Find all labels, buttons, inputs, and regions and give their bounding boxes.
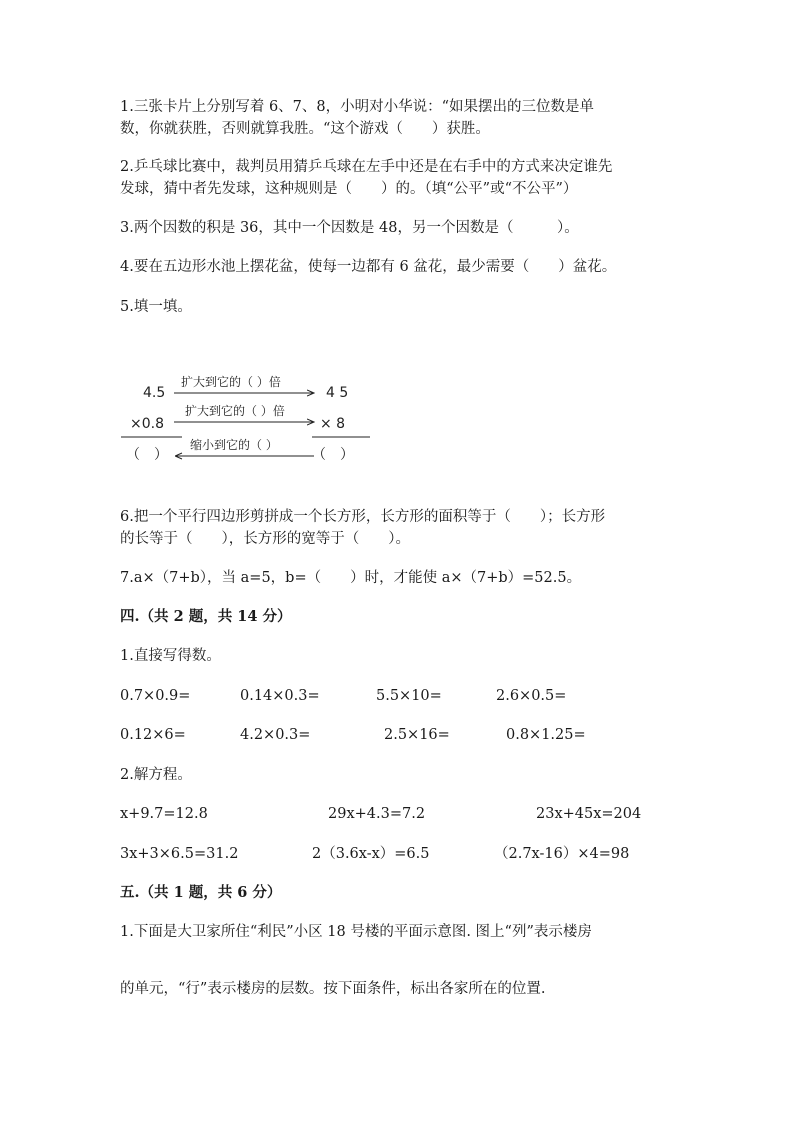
calc-row-1-item-3: 5.5×10= xyxy=(376,688,442,704)
section-5-heading: 五.（共 1 题，共 6 分） xyxy=(120,884,282,901)
q5-right-top: 4 5 xyxy=(326,385,349,401)
calc-row-1-item-4: 2.6×0.5= xyxy=(496,688,567,704)
q5-left-mid: ×0.8 xyxy=(130,416,164,432)
q5-multiplication-diagram xyxy=(0,360,794,470)
calc-row-2-item-1: 0.12×6= xyxy=(120,727,186,743)
q1-line-2: 数，你就获胜，否则就算我胜。“这个游戏（ ）获胜。 xyxy=(120,121,490,137)
equation-row-1-item-3: 23x+45x=204 xyxy=(536,806,642,822)
q5-left-top: 4.5 xyxy=(143,385,166,401)
q5-title: 5.填一填。 xyxy=(120,299,192,315)
section-5-line-2: 的单元，“行”表示楼房的层数。按下面条件，标出各家所在的位置. xyxy=(120,981,546,997)
calc-row-1-item-2: 0.14×0.3= xyxy=(240,688,320,704)
section-4-sub-2-title: 2.解方程。 xyxy=(120,767,192,783)
q7-text: 7.a×（7+b），当 a=5，b=（ ）时，才能使 a×（7+b）=52.5。 xyxy=(120,570,582,586)
equation-row-2-item-2: 2（3.6x-x）=6.5 xyxy=(312,846,430,862)
q6-line-2: 的长等于（ ），长方形的宽等于（ ）。 xyxy=(120,531,410,547)
section-4-heading: 四.（共 2 题，共 14 分） xyxy=(120,608,292,625)
q2-line-2: 发球，猜中者先发球，这种规则是（ ）的。（填“公平”或“不公平”） xyxy=(120,181,578,197)
calc-row-2-item-3: 2.5×16= xyxy=(384,727,450,743)
calc-row-1-item-1: 0.7×0.9= xyxy=(120,688,191,704)
q5-right-bottom: （ ） xyxy=(312,447,354,463)
q6-line-1: 6.把一个平行四边形剪拼成一个长方形，长方形的面积等于（ ）；长方形 xyxy=(120,509,606,525)
q5-arrow-1-label: 扩大到它的（ ）倍 xyxy=(181,375,281,389)
calc-row-2-item-2: 4.2×0.3= xyxy=(240,727,311,743)
q4-text: 4.要在五边形水池上摆花盆，使每一边都有 6 盆花，最少需要（ ）盆花。 xyxy=(120,259,617,275)
equation-row-1-item-1: x+9.7=12.8 xyxy=(120,806,208,822)
q3-text: 3.两个因数的积是 36，其中一个因数是 48，另一个因数是（ ）。 xyxy=(120,220,579,236)
q5-arrow-2-label: 扩大到它的（ ）倍 xyxy=(185,404,285,418)
equation-row-2-item-3: （2.7x-16）×4=98 xyxy=(494,846,630,862)
calc-row-2-item-4: 0.8×1.25= xyxy=(506,727,586,743)
section-4-sub-1-title: 1.直接写得数。 xyxy=(120,648,221,664)
q1-line-1: 1.三张卡片上分别写着 6、7、8，小明对小华说：“如果摆出的三位数是单 xyxy=(120,99,595,115)
q5-right-mid: × 8 xyxy=(320,416,346,432)
equation-row-1-item-2: 29x+4.3=7.2 xyxy=(328,806,426,822)
q5-left-bottom: （ ） xyxy=(126,447,168,463)
equation-row-2-item-1: 3x+3×6.5=31.2 xyxy=(120,846,239,862)
q5-arrow-3-label: 缩小到它的（ ） xyxy=(190,438,278,452)
section-5-line-1: 1.下面是大卫家所住“利民”小区 18 号楼的平面示意图. 图上“列”表示楼房 xyxy=(120,924,592,940)
q2-line-1: 2.乒乓球比赛中，裁判员用猜乒乓球在左手中还是在右手中的方式来决定谁先 xyxy=(120,159,613,175)
